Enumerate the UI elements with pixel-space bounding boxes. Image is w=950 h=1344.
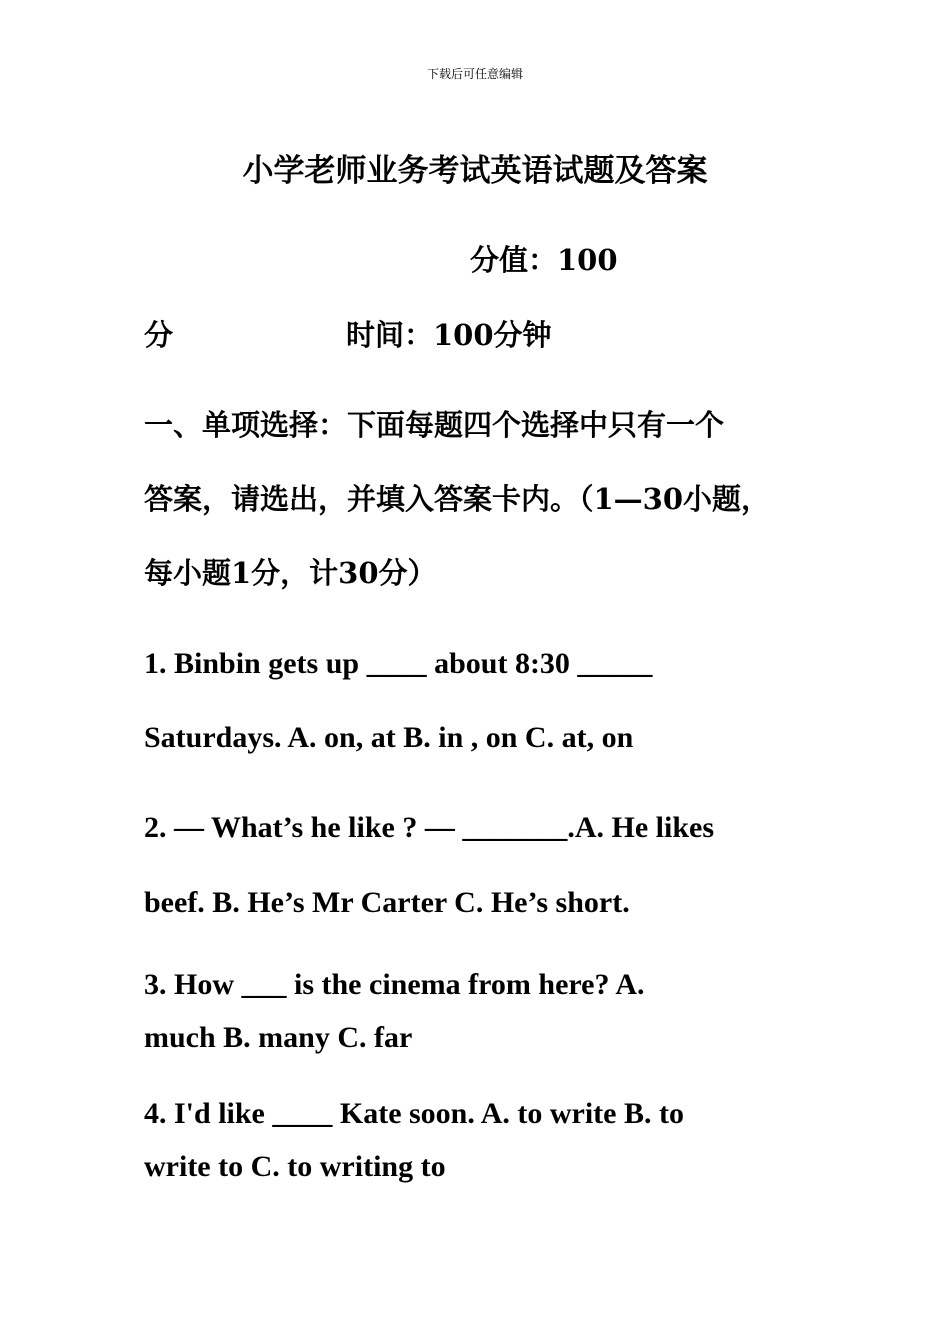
section-heading-line-1: 一、单项选择：下面每题四个选择中只有一个 [144,408,725,442]
question-4-line-2: write to C. to writing to [144,1150,446,1183]
question-4-line-1: 4. I'd like ____ Kate soon. A. to write B. to [144,1097,684,1130]
document-title: 小学老师业务考试英语试题及答案 [242,153,708,189]
header-note: 下载后可任意编辑 [426,67,523,81]
score-time-row [144,315,552,355]
score-label: 分值：100 [470,243,618,277]
section-heading-line-2: 答案，请选出，并填入答案卡内。（1—30小题， [144,482,771,516]
question-2-line-2: beef. B. He’s Mr Carter C. He’s short. [144,886,630,919]
time-label: 时间：100分钟 [346,318,552,352]
question-2-line-1: 2. — What’s he like ? — _______.A. He likes [144,811,715,844]
question-1-line-2: Saturdays. A. on, at B. in , on C. at, on [144,721,634,754]
section-heading-line-3: 每小题1分，计30分） [144,556,437,590]
question-1-line-1: 1. Binbin gets up ____ about 8:30 _____ [144,647,653,680]
question-3-line-1: 3. How ___ is the cinema from here? A. [144,968,645,1001]
score-unit: 分 [144,318,174,352]
question-3-line-2: much B. many C. far [144,1021,413,1054]
